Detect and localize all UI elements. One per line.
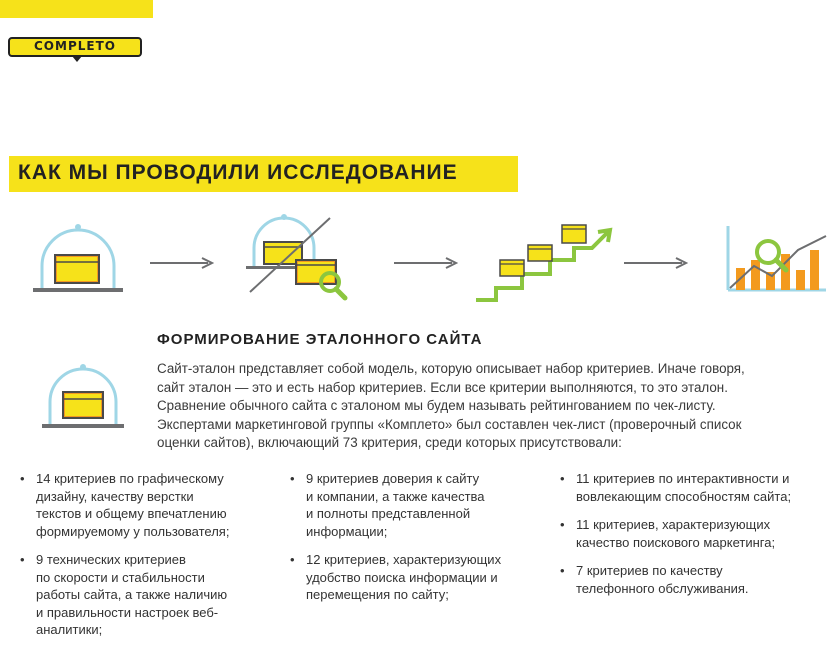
intro-line: сайт эталон — это и есть набор критериев. Если все критерии выполняются, то это эталон. xyxy=(157,379,728,395)
rating-steps-icon xyxy=(474,220,614,306)
list-item: • 9 критериев доверия к сайту и компании, а также качества и полноты представленной информации; xyxy=(306,470,546,540)
arrow-icon xyxy=(394,255,458,271)
comparison-icon xyxy=(244,212,356,302)
list-item: • 7 критериев по качеству телефонного обслуживания. xyxy=(576,562,834,597)
list-item: • 9 технических критериев по скорости и стабильности работы сайта, а также наличию и правильности настроек веб- аналитики; xyxy=(36,551,266,639)
logo-pointer xyxy=(72,56,82,62)
dome-site-icon xyxy=(40,362,126,432)
intro-line: Экспертами маркетинговой группы «Комплето» был составлен чек-лист (проверочный список xyxy=(157,416,742,432)
list-item: • 12 критериев, характеризующих удобство поиска информации и перемещения по сайту; xyxy=(306,551,546,604)
arrow-icon xyxy=(150,255,214,271)
top-accent-bar xyxy=(0,0,153,18)
dome-site-icon xyxy=(30,222,126,294)
criteria-column-3 xyxy=(576,470,834,608)
section-heading: ФОРМИРОВАНИЕ ЭТАЛОННОГО САЙТА xyxy=(157,331,483,348)
list-item: • 11 критериев, характеризующих качество поискового маркетинга; xyxy=(576,516,834,551)
intro-line: Сайт-эталон представляет собой модель, которую описывает набор критериев. Иначе говоря, xyxy=(157,361,745,376)
intro-line: Сравнение обычного сайта с эталоном мы будем называть рейтингованием по чек-листу. xyxy=(157,398,716,413)
intro-paragraph xyxy=(157,360,835,453)
page-title: КАК МЫ ПРОВОДИЛИ ИССЛЕДОВАНИЕ xyxy=(18,161,458,184)
list-item: • 11 критериев по интерактивности и вовлекающим способностям сайта; xyxy=(576,470,834,505)
list-item: • 14 критериев по графическому дизайну, качеству верстки текстов и общему впечатлению формируемому у пользователя; xyxy=(36,470,266,540)
completo-logo[interactable] xyxy=(8,37,142,61)
analytics-chart-icon xyxy=(722,224,830,296)
criteria-column-2 xyxy=(306,470,546,615)
arrow-icon xyxy=(624,255,688,271)
logo-text: COMPLETO xyxy=(34,39,116,53)
criteria-column-1 xyxy=(36,470,266,650)
intro-line: оценки сайтов), включающий 73 критерия, среди которых присутствовали: xyxy=(157,435,622,450)
